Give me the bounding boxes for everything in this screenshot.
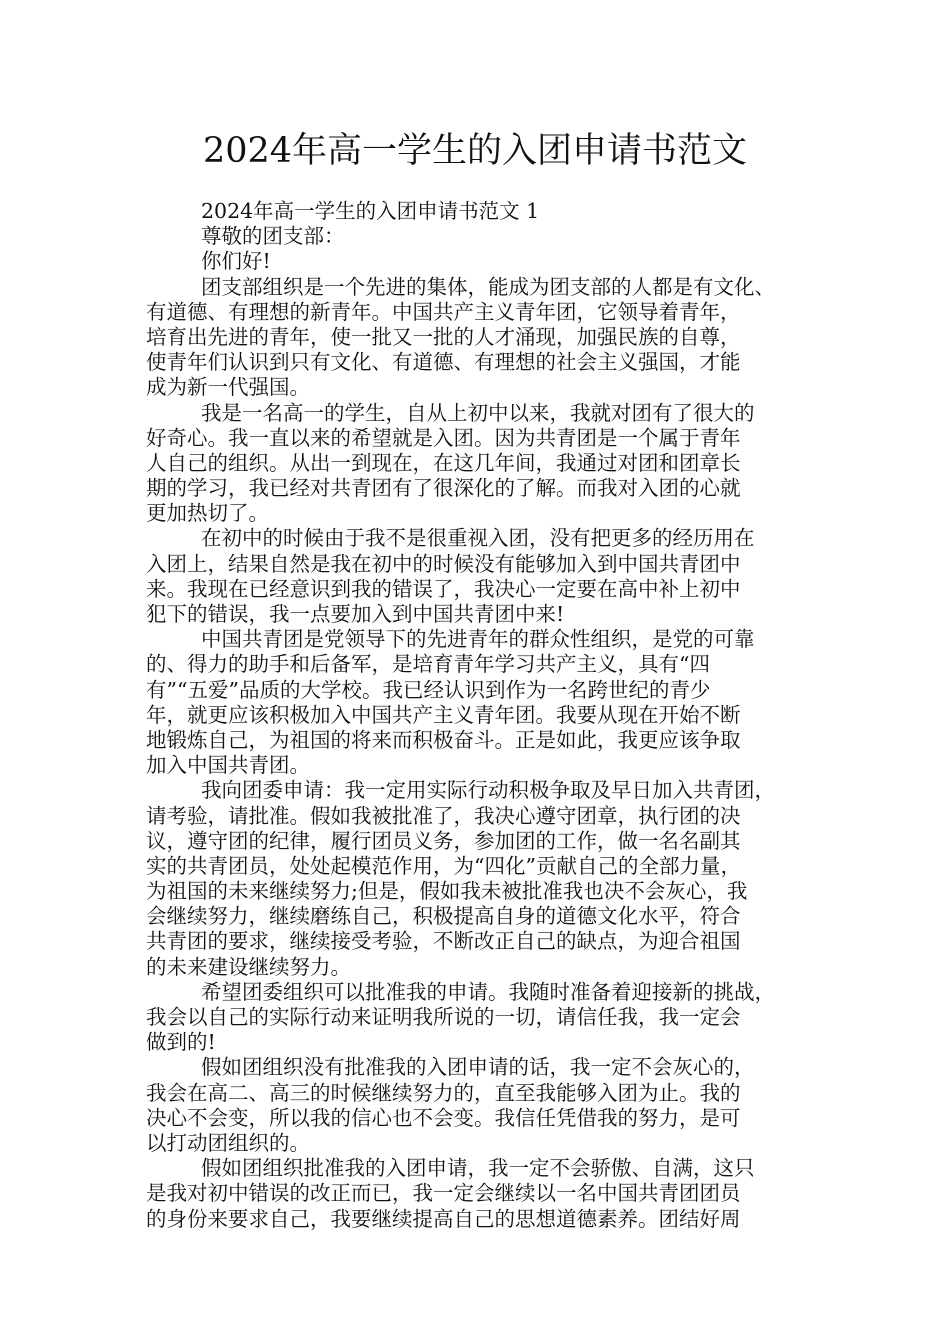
text-line: 我会以自己的实际行动来证明我所说的一切，请信任我，我一定会 — [146, 1005, 741, 1029]
text-line: 决心不会变，所以我的信心也不会变。我信任凭借我的努力，是可 — [146, 1105, 741, 1130]
text-line: 假如团组织批准我的入团申请，我一定不会骄傲、自满，这只 — [201, 1156, 755, 1181]
text-line: 的、得力的助手和后备军，是培育青年学习共产主义，具有“四 — [146, 652, 710, 677]
text-line: 犯下的错误，我一点要加入到中国共青团中来! — [146, 602, 565, 626]
text-line: 有”“五爱”品质的大学校。我已经认识到作为一名跨世纪的青少 — [146, 677, 711, 702]
text-line: 希望团委组织可以批准我的申请。我随时准备着迎接新的挑战， — [201, 979, 775, 1004]
text-line: 加入中国共青团。 — [146, 753, 310, 778]
text-line: 来。我现在已经意识到我的错误了，我决心一定要在高中补上初中 — [146, 576, 741, 601]
text-line: 会继续努力，继续磨练自己，积极提高自身的道德文化水平，符合 — [146, 904, 741, 929]
text-line: 中国共青团是党领导下的先进青年的群众性组织，是党的可靠 — [201, 627, 755, 652]
text-line: 的身份来要求自己，我要继续提高自己的思想道德素养。团结好周 — [146, 1206, 741, 1231]
text-line: 假如团组织没有批准我的入团申请的话，我一定不会灰心的， — [201, 1055, 755, 1080]
text-line: 做到的! — [146, 1030, 216, 1055]
text-line: 更加热切了。 — [146, 501, 269, 526]
text-line: 入团上，结果自然是我在初中的时候没有能够加入到中国共青团中 — [146, 551, 741, 576]
text-line: 使青年们认识到只有文化、有道德、有理想的社会主义强国，才能 — [146, 350, 741, 375]
text-line: 2024年高一学生的入团申请书范文 1 — [201, 199, 540, 223]
text-line: 有道德、有理想的新青年。中国共产主义青年团，它领导着青年， — [146, 299, 741, 324]
text-line: 以打动团组织的。 — [146, 1130, 310, 1155]
text-line: 好奇心。我一直以来的希望就是入团。因为共青团是一个属于青年 — [146, 425, 741, 450]
text-line: 在初中的时候由于我不是很重视入团，没有把更多的经历用在 — [201, 526, 755, 551]
text-line: 你们好! — [201, 249, 271, 274]
text-line: 实的共青团员，处处起模范作用，为“四化”贡献自己的全部力量， — [146, 853, 741, 878]
text-line: 尊敬的团支部： — [201, 224, 345, 249]
text-line: 人自己的组织。从出一到现在，在这几年间，我通过对团和团章长 — [146, 450, 741, 475]
text-line: 成为新一代强国。 — [146, 375, 310, 400]
text-line: 请考验，请批准。假如我被批准了，我决心遵守团章，执行团的决 — [146, 803, 741, 828]
text-line: 为祖国的未来继续努力;但是，假如我未被批准我也决不会灰心，我 — [146, 879, 748, 904]
text-line: 我会在高二、高三的时候继续努力的，直至我能够入团为止。我的 — [146, 1080, 741, 1105]
text-line: 议，遵守团的纪律，履行团员义务，参加团的工作，做一名名副其 — [146, 828, 741, 853]
text-line: 我是一名高一的学生，自从上初中以来，我就对团有了很大的 — [201, 400, 755, 425]
text-line: 团支部组织是一个先进的集体，能成为团支部的人都是有文化、 — [201, 274, 775, 299]
document-title: 2024年高一学生的入团申请书范文 — [202, 131, 748, 171]
text-line: 我向团委申请：我一定用实际行动积极争取及早日加入共青团， — [201, 778, 775, 803]
text-line: 培育出先进的青年，使一批又一批的人才涌现，加强民族的自尊， — [146, 324, 741, 349]
text-line: 的未来建设继续努力。 — [146, 954, 351, 979]
text-line: 是我对初中错误的改正而已，我一定会继续以一名中国共青团团员 — [146, 1181, 741, 1206]
text-line: 期的学习，我已经对共青团有了很深化的了解。而我对入团的心就 — [146, 476, 741, 501]
document-body — [146, 199, 826, 1232]
text-line: 地锻炼自己，为祖国的将来而积极奋斗。正是如此，我更应该争取 — [146, 727, 741, 752]
text-line: 年，就更应该积极加入中国共产主义青年团。我要从现在开始不断 — [146, 702, 741, 727]
text-line: 共青团的要求，继续接受考验，不断改正自己的缺点，为迎合祖国 — [146, 929, 741, 954]
